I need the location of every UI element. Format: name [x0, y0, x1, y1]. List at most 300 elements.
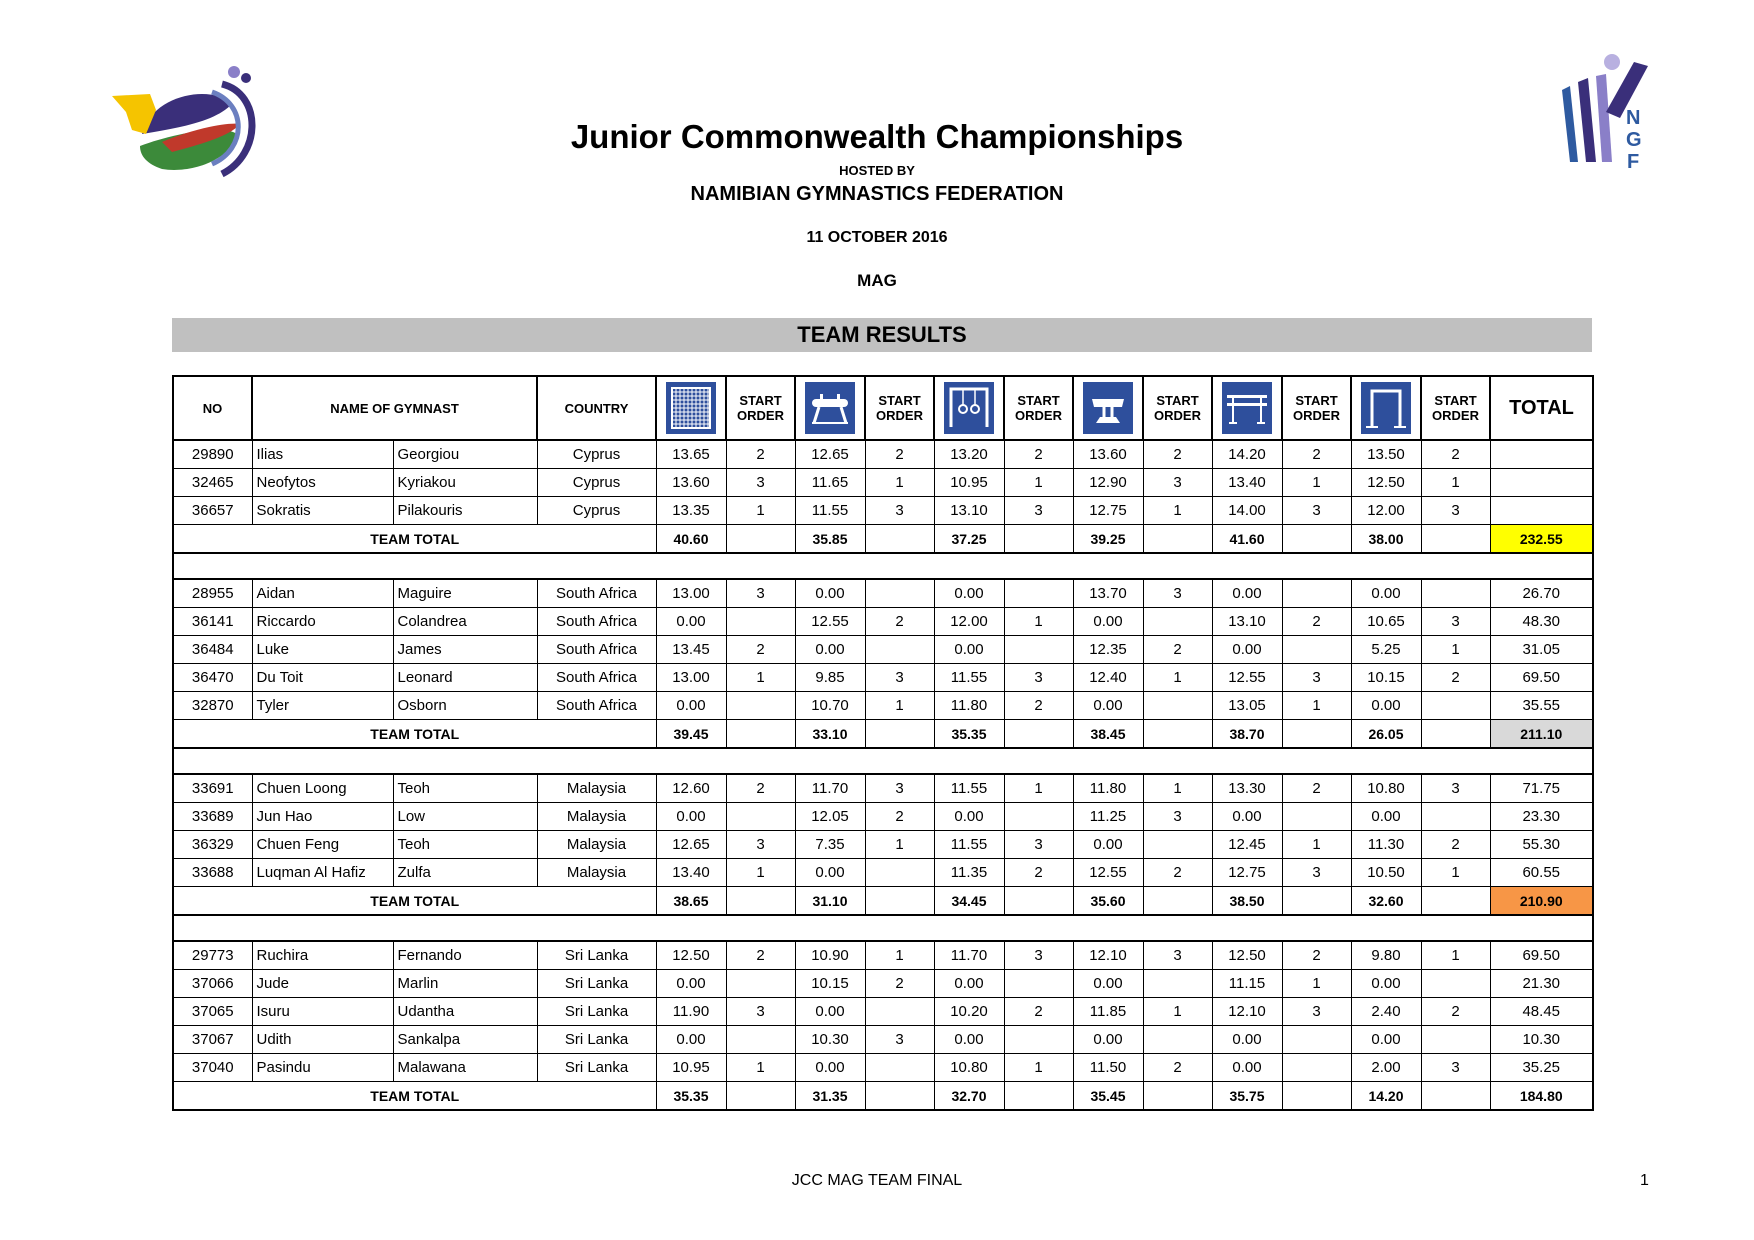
- start-order-cell: [1421, 692, 1490, 720]
- gymnast-row: [173, 664, 1593, 692]
- score-cell: 11.50: [1073, 1054, 1143, 1082]
- gymnast-total: 35.25: [1490, 1054, 1593, 1082]
- column-header-apparatus-2: [795, 376, 865, 440]
- score-cell: 0.00: [1073, 1026, 1143, 1054]
- score-cell: 0.00: [1073, 608, 1143, 636]
- last-name: Leonard: [393, 664, 537, 692]
- score-cell: 13.40: [656, 859, 726, 887]
- gymnast-row: [173, 831, 1593, 859]
- gymnast-number: 37067: [173, 1026, 252, 1054]
- score-cell: 12.10: [1073, 941, 1143, 970]
- score-cell: 12.75: [1212, 859, 1282, 887]
- gymnast-number: 36141: [173, 608, 252, 636]
- spacer-cell: [173, 915, 1593, 941]
- page-title: Junior Commonwealth Championships: [570, 118, 1184, 155]
- last-name: Udantha: [393, 998, 537, 1026]
- gymnast-row: [173, 692, 1593, 720]
- country-cell: South Africa: [537, 692, 656, 720]
- first-name: Luke: [252, 636, 393, 664]
- score-cell: 0.00: [1351, 803, 1421, 831]
- empty-cell: [1282, 887, 1351, 916]
- team-spacer-row: [173, 915, 1593, 941]
- first-name: Sokratis: [252, 497, 393, 525]
- column-header-country: COUNTRY: [537, 376, 656, 440]
- score-cell: 13.00: [656, 579, 726, 608]
- country-cell: Sri Lanka: [537, 970, 656, 998]
- score-cell: 0.00: [934, 1026, 1004, 1054]
- gymnast-row: [173, 941, 1593, 970]
- team-total-row: [173, 525, 1593, 554]
- start-order-cell: 1: [1004, 469, 1073, 497]
- column-header-start-order: START ORDER: [1143, 376, 1212, 440]
- start-order-cell: 1: [726, 497, 795, 525]
- ngf-logo: [1556, 52, 1660, 178]
- gymnast-number: 29773: [173, 941, 252, 970]
- start-order-cell: 1: [1282, 970, 1351, 998]
- country-cell: Sri Lanka: [537, 998, 656, 1026]
- gymnast-number: 36329: [173, 831, 252, 859]
- score-cell: 11.55: [934, 774, 1004, 803]
- start-order-cell: 2: [726, 941, 795, 970]
- team-grand-total: 211.10: [1490, 720, 1593, 749]
- gymnast-total: 48.30: [1490, 608, 1593, 636]
- start-order-cell: 2: [1282, 608, 1351, 636]
- apparatus-team-total: 41.60: [1212, 525, 1282, 554]
- score-cell: 5.25: [1351, 636, 1421, 664]
- gymnast-row: [173, 579, 1593, 608]
- start-order-cell: 3: [1282, 664, 1351, 692]
- gymnast-total: [1490, 469, 1593, 497]
- apparatus-team-total: 26.05: [1351, 720, 1421, 749]
- empty-cell: [865, 887, 934, 916]
- apparatus-team-total: 38.70: [1212, 720, 1282, 749]
- start-order-cell: 2: [1143, 859, 1212, 887]
- score-cell: 10.95: [934, 469, 1004, 497]
- score-cell: 10.50: [1351, 859, 1421, 887]
- apparatus-team-total: 35.35: [656, 1082, 726, 1111]
- score-cell: 12.10: [1212, 998, 1282, 1026]
- start-order-cell: 3: [1004, 941, 1073, 970]
- start-order-cell: 2: [1421, 998, 1490, 1026]
- score-cell: 0.00: [1351, 579, 1421, 608]
- start-order-cell: 1: [726, 664, 795, 692]
- country-cell: Cyprus: [537, 497, 656, 525]
- start-order-cell: 2: [726, 440, 795, 469]
- footer-text: JCC MAG TEAM FINAL: [791, 1172, 963, 1189]
- score-cell: 11.30: [1351, 831, 1421, 859]
- empty-cell: [1282, 720, 1351, 749]
- start-order-cell: [1004, 636, 1073, 664]
- empty-cell: [865, 1082, 934, 1111]
- empty-cell: [865, 720, 934, 749]
- score-cell: 0.00: [656, 692, 726, 720]
- empty-cell: [1143, 720, 1212, 749]
- last-name: Colandrea: [393, 608, 537, 636]
- discipline-label: MAG: [857, 271, 897, 290]
- start-order-cell: 1: [865, 831, 934, 859]
- gymnast-total: [1490, 440, 1593, 469]
- country-cell: Malaysia: [537, 831, 656, 859]
- score-cell: 12.55: [1073, 859, 1143, 887]
- score-cell: 0.00: [1212, 803, 1282, 831]
- column-header-total: TOTAL: [1490, 376, 1593, 440]
- score-cell: 0.00: [656, 803, 726, 831]
- score-cell: 11.80: [1073, 774, 1143, 803]
- column-header-apparatus-6: [1351, 376, 1421, 440]
- parallel-bars-icon: [1221, 381, 1273, 435]
- start-order-cell: [1004, 579, 1073, 608]
- start-order-cell: 3: [1143, 579, 1212, 608]
- score-cell: 13.45: [656, 636, 726, 664]
- score-cell: 12.50: [1212, 941, 1282, 970]
- start-order-cell: 1: [865, 692, 934, 720]
- empty-cell: [726, 525, 795, 554]
- gymnast-total: 71.75: [1490, 774, 1593, 803]
- score-cell: 9.80: [1351, 941, 1421, 970]
- score-cell: 13.35: [656, 497, 726, 525]
- score-cell: 11.85: [1073, 998, 1143, 1026]
- gymnast-number: 28955: [173, 579, 252, 608]
- start-order-cell: 1: [1421, 469, 1490, 497]
- gymnast-number: 36470: [173, 664, 252, 692]
- gymnast-row: [173, 774, 1593, 803]
- start-order-cell: 2: [1143, 1054, 1212, 1082]
- gymnast-row: [173, 859, 1593, 887]
- start-order-cell: 2: [865, 440, 934, 469]
- column-header-start-order: START ORDER: [1004, 376, 1073, 440]
- gymnast-row: [173, 998, 1593, 1026]
- score-cell: 13.05: [1212, 692, 1282, 720]
- score-cell: 11.70: [795, 774, 865, 803]
- country-cell: Sri Lanka: [537, 1026, 656, 1054]
- country-cell: Sri Lanka: [537, 1054, 656, 1082]
- empty-cell: [1421, 1082, 1490, 1111]
- score-cell: 10.80: [1351, 774, 1421, 803]
- start-order-cell: 1: [1004, 1054, 1073, 1082]
- score-cell: 13.10: [1212, 608, 1282, 636]
- score-cell: 0.00: [1073, 970, 1143, 998]
- apparatus-team-total: 35.45: [1073, 1082, 1143, 1111]
- score-cell: 11.70: [934, 941, 1004, 970]
- apparatus-team-total: 32.60: [1351, 887, 1421, 916]
- start-order-cell: 2: [1421, 440, 1490, 469]
- first-name: Tyler: [252, 692, 393, 720]
- score-cell: 0.00: [656, 1026, 726, 1054]
- empty-cell: [1421, 720, 1490, 749]
- score-cell: 13.00: [656, 664, 726, 692]
- score-cell: 10.95: [656, 1054, 726, 1082]
- first-name: Ruchira: [252, 941, 393, 970]
- score-cell: 13.50: [1351, 440, 1421, 469]
- score-cell: 13.40: [1212, 469, 1282, 497]
- start-order-cell: 2: [1143, 440, 1212, 469]
- country-cell: Malaysia: [537, 859, 656, 887]
- score-cell: 12.50: [656, 941, 726, 970]
- start-order-cell: 1: [1282, 692, 1351, 720]
- column-header-apparatus-3: [934, 376, 1004, 440]
- gymnast-number: 37066: [173, 970, 252, 998]
- apparatus-team-total: 35.85: [795, 525, 865, 554]
- start-order-cell: [1143, 608, 1212, 636]
- first-name: Isuru: [252, 998, 393, 1026]
- team-total-row: [173, 1082, 1593, 1111]
- start-order-cell: 3: [1143, 469, 1212, 497]
- column-header-no: NO: [173, 376, 252, 440]
- last-name: Teoh: [393, 774, 537, 803]
- apparatus-team-total: 14.20: [1351, 1082, 1421, 1111]
- page-number: 1: [1640, 1172, 1649, 1189]
- team-total-row: [173, 720, 1593, 749]
- start-order-cell: [1282, 636, 1351, 664]
- rings-icon: [943, 381, 995, 435]
- gymnast-number: 36484: [173, 636, 252, 664]
- country-cell: Malaysia: [537, 803, 656, 831]
- start-order-cell: 3: [1282, 998, 1351, 1026]
- ngf-letter-n: N: [1626, 107, 1641, 129]
- start-order-cell: 2: [1004, 692, 1073, 720]
- start-order-cell: [1282, 1054, 1351, 1082]
- gymnast-number: 33691: [173, 774, 252, 803]
- start-order-cell: [726, 1026, 795, 1054]
- score-cell: 0.00: [795, 998, 865, 1026]
- first-name: Udith: [252, 1026, 393, 1054]
- first-name: Jun Hao: [252, 803, 393, 831]
- score-cell: 0.00: [934, 636, 1004, 664]
- score-cell: 12.00: [934, 608, 1004, 636]
- empty-cell: [726, 887, 795, 916]
- gymnast-row: [173, 970, 1593, 998]
- first-name: Aidan: [252, 579, 393, 608]
- event-date: 11 OCTOBER 2016: [806, 229, 948, 246]
- start-order-cell: 2: [1282, 941, 1351, 970]
- gymnast-number: 37065: [173, 998, 252, 1026]
- start-order-cell: 1: [1421, 941, 1490, 970]
- empty-cell: [726, 720, 795, 749]
- start-order-cell: 1: [1282, 831, 1351, 859]
- score-cell: 0.00: [795, 636, 865, 664]
- first-name: Du Toit: [252, 664, 393, 692]
- start-order-cell: [865, 859, 934, 887]
- start-order-cell: 3: [1004, 497, 1073, 525]
- start-order-cell: 2: [726, 774, 795, 803]
- score-cell: 0.00: [1212, 636, 1282, 664]
- first-name: Ilias: [252, 440, 393, 469]
- country-cell: Sri Lanka: [537, 941, 656, 970]
- start-order-cell: 2: [1282, 774, 1351, 803]
- apparatus-team-total: 35.75: [1212, 1082, 1282, 1111]
- apparatus-team-total: 38.00: [1351, 525, 1421, 554]
- start-order-cell: 1: [1421, 636, 1490, 664]
- score-cell: 0.00: [934, 970, 1004, 998]
- team-results-table: [172, 375, 1594, 1111]
- score-cell: 11.35: [934, 859, 1004, 887]
- start-order-cell: 2: [1143, 636, 1212, 664]
- apparatus-team-total: 35.60: [1073, 887, 1143, 916]
- score-cell: 13.20: [934, 440, 1004, 469]
- empty-cell: [1004, 525, 1073, 554]
- start-order-cell: 1: [1143, 497, 1212, 525]
- start-order-cell: [726, 608, 795, 636]
- empty-cell: [1421, 525, 1490, 554]
- spacer-cell: [173, 748, 1593, 774]
- section-banner: TEAM RESULTS: [172, 318, 1592, 352]
- start-order-cell: [1421, 1026, 1490, 1054]
- apparatus-team-total: 35.35: [934, 720, 1004, 749]
- apparatus-team-total: 39.45: [656, 720, 726, 749]
- score-cell: 13.10: [934, 497, 1004, 525]
- gymnast-total: 69.50: [1490, 941, 1593, 970]
- empty-cell: [1282, 1082, 1351, 1111]
- score-cell: 10.20: [934, 998, 1004, 1026]
- score-cell: 11.80: [934, 692, 1004, 720]
- score-cell: 12.55: [1212, 664, 1282, 692]
- score-cell: 11.55: [934, 831, 1004, 859]
- empty-cell: [1421, 887, 1490, 916]
- score-cell: 9.85: [795, 664, 865, 692]
- start-order-cell: 3: [1004, 831, 1073, 859]
- gymnast-total: 26.70: [1490, 579, 1593, 608]
- last-name: Zulfa: [393, 859, 537, 887]
- last-name: Kyriakou: [393, 469, 537, 497]
- column-header-apparatus-4: [1073, 376, 1143, 440]
- country-cell: South Africa: [537, 664, 656, 692]
- score-cell: 0.00: [1351, 970, 1421, 998]
- start-order-cell: [1421, 579, 1490, 608]
- score-cell: 14.00: [1212, 497, 1282, 525]
- gymnast-number: 32870: [173, 692, 252, 720]
- gymnast-number: 37040: [173, 1054, 252, 1082]
- federation-name: NAMIBIAN GYMNASTICS FEDERATION: [690, 183, 1064, 205]
- gymnast-number: 33689: [173, 803, 252, 831]
- score-cell: 0.00: [1073, 831, 1143, 859]
- start-order-cell: 1: [1421, 859, 1490, 887]
- pommel-horse-icon: [804, 381, 856, 435]
- start-order-cell: [726, 692, 795, 720]
- start-order-cell: 2: [1421, 831, 1490, 859]
- gymnast-row: [173, 636, 1593, 664]
- score-cell: 12.50: [1351, 469, 1421, 497]
- start-order-cell: 1: [1143, 774, 1212, 803]
- gymnast-number: 33688: [173, 859, 252, 887]
- team-spacer-row: [173, 553, 1593, 579]
- start-order-cell: [1004, 970, 1073, 998]
- gymnast-total: 23.30: [1490, 803, 1593, 831]
- ngf-letter-f: F: [1627, 151, 1640, 173]
- start-order-cell: [1421, 803, 1490, 831]
- score-cell: 12.05: [795, 803, 865, 831]
- score-cell: 12.55: [795, 608, 865, 636]
- score-cell: 0.00: [1212, 579, 1282, 608]
- score-cell: 11.15: [1212, 970, 1282, 998]
- start-order-cell: 2: [726, 636, 795, 664]
- score-cell: 10.15: [1351, 664, 1421, 692]
- gymnast-row: [173, 608, 1593, 636]
- start-order-cell: 2: [865, 970, 934, 998]
- score-cell: 0.00: [934, 803, 1004, 831]
- start-order-cell: 3: [865, 497, 934, 525]
- start-order-cell: 3: [726, 998, 795, 1026]
- start-order-cell: [1282, 803, 1351, 831]
- start-order-cell: [1143, 1026, 1212, 1054]
- score-cell: 12.90: [1073, 469, 1143, 497]
- empty-cell: [1143, 525, 1212, 554]
- gymnast-total: 60.55: [1490, 859, 1593, 887]
- start-order-cell: [1004, 803, 1073, 831]
- first-name: Luqman Al Hafiz: [252, 859, 393, 887]
- start-order-cell: 2: [1004, 859, 1073, 887]
- empty-cell: [1143, 1082, 1212, 1111]
- score-cell: 12.75: [1073, 497, 1143, 525]
- floor-icon: [665, 381, 717, 435]
- score-cell: 12.00: [1351, 497, 1421, 525]
- first-name: Neofytos: [252, 469, 393, 497]
- start-order-cell: 2: [865, 608, 934, 636]
- start-order-cell: 3: [1421, 774, 1490, 803]
- empty-cell: [726, 1082, 795, 1111]
- last-name: Maguire: [393, 579, 537, 608]
- team-grand-total: 184.80: [1490, 1082, 1593, 1111]
- start-order-cell: 3: [1004, 664, 1073, 692]
- spacer-cell: [173, 553, 1593, 579]
- empty-cell: [865, 525, 934, 554]
- column-header-start-order: START ORDER: [1421, 376, 1490, 440]
- score-cell: 10.65: [1351, 608, 1421, 636]
- apparatus-team-total: 33.10: [795, 720, 865, 749]
- first-name: Chuen Feng: [252, 831, 393, 859]
- country-cell: South Africa: [537, 579, 656, 608]
- score-cell: 0.00: [1351, 692, 1421, 720]
- start-order-cell: 2: [865, 803, 934, 831]
- table-header-row: [173, 376, 1593, 440]
- start-order-cell: 3: [1282, 859, 1351, 887]
- last-name: Fernando: [393, 941, 537, 970]
- team-total-label: TEAM TOTAL: [173, 887, 656, 916]
- empty-cell: [1004, 887, 1073, 916]
- column-header-start-order: START ORDER: [726, 376, 795, 440]
- score-cell: 0.00: [1351, 1026, 1421, 1054]
- empty-cell: [1282, 525, 1351, 554]
- apparatus-team-total: 38.45: [1073, 720, 1143, 749]
- team-total-row: [173, 887, 1593, 916]
- apparatus-team-total: 38.65: [656, 887, 726, 916]
- start-order-cell: [865, 998, 934, 1026]
- gymnast-row: [173, 1054, 1593, 1082]
- team-grand-total: 232.55: [1490, 525, 1593, 554]
- start-order-cell: 1: [865, 941, 934, 970]
- start-order-cell: [1282, 579, 1351, 608]
- score-cell: 12.65: [656, 831, 726, 859]
- score-cell: 7.35: [795, 831, 865, 859]
- start-order-cell: [865, 1054, 934, 1082]
- gymnast-total: 10.30: [1490, 1026, 1593, 1054]
- last-name: Teoh: [393, 831, 537, 859]
- start-order-cell: 1: [1004, 608, 1073, 636]
- apparatus-team-total: 31.10: [795, 887, 865, 916]
- team-spacer-row: [173, 748, 1593, 774]
- first-name: Riccardo: [252, 608, 393, 636]
- score-cell: 0.00: [1073, 692, 1143, 720]
- start-order-cell: 3: [726, 579, 795, 608]
- gymnast-total: [1490, 497, 1593, 525]
- score-cell: 12.65: [795, 440, 865, 469]
- column-header-name: NAME OF GYMNAST: [252, 376, 537, 440]
- score-cell: 11.65: [795, 469, 865, 497]
- start-order-cell: 1: [726, 859, 795, 887]
- score-cell: 0.00: [795, 579, 865, 608]
- empty-cell: [1004, 1082, 1073, 1111]
- score-cell: 0.00: [1212, 1054, 1282, 1082]
- start-order-cell: 2: [1282, 440, 1351, 469]
